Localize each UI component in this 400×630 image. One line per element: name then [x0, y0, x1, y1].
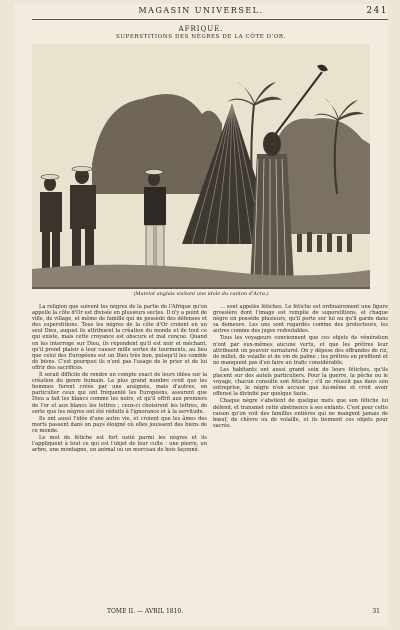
volume-issue: TOME II. — AVRIL 1810. — [107, 608, 184, 615]
page-footer — [32, 608, 388, 618]
paragraph: Chaque nègre s'abstient de quelque mets que son fétiche lui défend, et transmet cette abstinence à ses enfants. C'est pour cette raison qu'on voit des familles entières qui ne mangent jamais de bœuf, de chèvre ou de volaille, et ils tiennent ces objets pour sacrés. — [213, 398, 388, 429]
paragraph: Tous les voyageurs conviennent que ces objets de vénération n'ont par eux-mêmes aucune vertu, et que les prêtres leur attribuent un pouvoir surnaturel. On y dépose des offrandes de riz, de millet, de volaille et de vin de palme ; les prêtres en profitent et ne manquent pas d'en faire un trafic considérable. — [213, 335, 388, 366]
paragraph: Le mot de fétiche est fort usité parmi les nègres et ils l'appliquent à tout ce qui est l'objet de leur culte : une pierre, un arbre, une montagne, un animal ou un morceau de bois façonné. — [32, 434, 207, 454]
engraving-illustration — [32, 44, 370, 289]
illustration-caption: (Matelot anglais visitant une idole du canton d'Acra.) — [133, 291, 269, 297]
paragraph: ... sont appelés fétiches. Le fétiche est ordinairement une figure grossière dont l'image est remplie de superstitions, et chaque nègre en possède plusieurs, qu'il porte sur lui ou qu'il garde dans sa demeure. Les uns sont regardés comme des protecteurs, les autres comme des juges redoutables. — [213, 304, 388, 335]
magazine-page — [14, 4, 388, 626]
article-subtitle: SUPERSTITIONS DES NÈGRES DE LA CÔTE D'OR. — [116, 34, 286, 40]
running-head — [14, 6, 388, 18]
signature-mark: 31 — [372, 608, 380, 615]
paragraph: La religion que suivent les nègres de la partie de l'Afrique qu'on appelle la côte d'Or est divisée en plusieurs sectes. Il n'y a point de ville, de village, et même de famille qui ne possède des défenses et des superstitions. Tous les nègres de la côte d'Or croient en un seul Dieu, auquel ils attribuent la création du monde et de tout ce qui existe, mais cette croyance est obscure et mal conçue. Quand on les interroge sur Dieu, ils répondent qu'il est noir et méchant, qu'il prend plaisir à leur causer mille sortes de tourments, au lieu que celui des Européens est un Dieu très bon, puisqu'il les comble de biens. C'est pourquoi ils n'ont pas l'usage de le prier et de lui offrir des sacrifices. — [32, 304, 207, 371]
paragraph: Il serait difficile de rendre un compte exact de leurs idées sur la création du genre humain. Le plus grand nombre croit que les hommes furent créés par une araignée, mais d'autres, en particulier ceux qui ont fréquenté les Européens, assurent que Dieu a fait les blancs comme les noirs, et qu'il offrit aux premiers de l'or et aux blancs les lettres ; ceux-ci choisirent les lettres, de sorte que les nègres ont été réduits à l'ignorance et à la servitude. — [32, 372, 207, 415]
paragraph: Les habitants ont aussi grand soin de leurs fétiches, qu'ils placent sur des autels particuliers. Pour la guerre, la pêche ou le voyage, chacun consulte son fétiche ; s'il ne réussit pas dans son entreprise, le nègre n'en accuse que lui-même et croit avoir offensé la divinité par quelque faute. — [213, 366, 388, 398]
text-column-right — [213, 304, 388, 604]
magazine-title: MAGASIN UNIVERSEL. — [138, 6, 264, 15]
page-number: 241 — [366, 6, 388, 16]
header-rule — [32, 19, 388, 20]
text-column-left — [32, 304, 207, 604]
paragraph: Ils ont aussi l'idée d'une autre vie, et croient que les âmes des morts passent dans un pays éloigné où elles jouissent des biens de ce monde. — [32, 415, 207, 434]
article-title: AFRIQUE. — [178, 25, 224, 33]
